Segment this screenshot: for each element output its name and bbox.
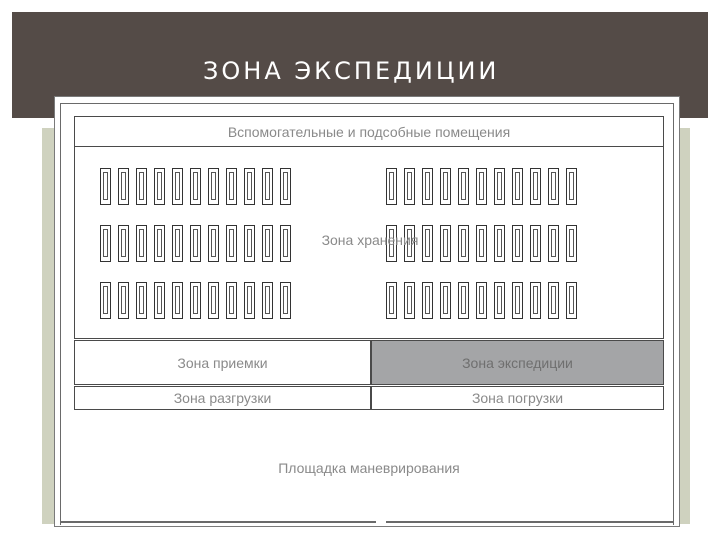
- storage-rack: [118, 225, 129, 262]
- storage-rack: [548, 282, 559, 319]
- storage-rack: [226, 282, 237, 319]
- storage-rack: [440, 225, 451, 262]
- storage-rack: [458, 168, 469, 205]
- storage-rack: [118, 168, 129, 205]
- storage-rack: [566, 225, 577, 262]
- storage-rack: [100, 168, 111, 205]
- loading-zone: Зона погрузки: [371, 386, 664, 410]
- storage-rack: [154, 168, 165, 205]
- rack-block-left: [100, 168, 298, 339]
- storage-zone-label: Зона хранения: [321, 232, 419, 248]
- storage-rack: [262, 225, 273, 262]
- storage-rack: [494, 168, 505, 205]
- storage-rack: [280, 168, 291, 205]
- storage-rack: [118, 282, 129, 319]
- storage-rack: [190, 225, 201, 262]
- storage-rack: [208, 282, 219, 319]
- storage-rack: [494, 282, 505, 319]
- storage-rack: [476, 168, 487, 205]
- storage-rack: [280, 225, 291, 262]
- storage-rack: [172, 225, 183, 262]
- storage-rack: [530, 225, 541, 262]
- storage-rack: [262, 168, 273, 205]
- storage-rack: [548, 225, 559, 262]
- storage-rack: [208, 225, 219, 262]
- storage-rack: [172, 168, 183, 205]
- storage-rack: [422, 168, 433, 205]
- rack-row: [100, 225, 298, 263]
- storage-rack: [530, 168, 541, 205]
- storage-rack: [512, 282, 523, 319]
- maneuvering-area-label: Площадка маневрирования: [278, 460, 460, 476]
- storage-rack: [512, 168, 523, 205]
- shipping-zone: Зона экспедиции: [371, 340, 664, 385]
- storage-rack: [136, 282, 147, 319]
- storage-rack: [548, 168, 559, 205]
- storage-rack: [262, 282, 273, 319]
- storage-rack: [172, 282, 183, 319]
- dock-edge-right: [386, 521, 674, 523]
- storage-rack: [100, 225, 111, 262]
- storage-rack: [440, 168, 451, 205]
- storage-rack: [190, 168, 201, 205]
- storage-rack: [512, 225, 523, 262]
- storage-rack: [154, 225, 165, 262]
- unloading-zone: Зона разгрузки: [74, 386, 371, 410]
- storage-rack: [458, 225, 469, 262]
- storage-rack: [566, 168, 577, 205]
- storage-rack: [226, 168, 237, 205]
- storage-rack: [136, 168, 147, 205]
- storage-rack: [386, 168, 397, 205]
- storage-rack: [208, 168, 219, 205]
- storage-rack: [280, 282, 291, 319]
- storage-rack: [154, 282, 165, 319]
- storage-rack: [440, 282, 451, 319]
- side-band-left: [42, 128, 54, 524]
- storage-rack: [530, 282, 541, 319]
- storage-rack: [100, 282, 111, 319]
- rack-row: [386, 168, 584, 206]
- storage-rack: [386, 282, 397, 319]
- storage-rack: [244, 168, 255, 205]
- storage-rack: [244, 282, 255, 319]
- storage-rack: [404, 282, 415, 319]
- storage-rack: [136, 225, 147, 262]
- dock-edge-left: [60, 521, 376, 523]
- storage-rack: [458, 282, 469, 319]
- slide-title: ЗОНА ЭКСПЕДИЦИИ: [203, 57, 500, 85]
- storage-rack: [244, 225, 255, 262]
- storage-rack: [226, 225, 237, 262]
- rack-row: [100, 282, 298, 320]
- storage-rack: [476, 225, 487, 262]
- rack-row: [386, 282, 584, 320]
- storage-rack: [566, 282, 577, 319]
- storage-rack: [422, 282, 433, 319]
- storage-rack: [476, 282, 487, 319]
- storage-rack: [190, 282, 201, 319]
- rack-row: [100, 168, 298, 206]
- auxiliary-rooms-zone: Вспомогательные и подсобные помещения: [74, 116, 664, 147]
- rack-block-right: [386, 168, 584, 339]
- receiving-zone: Зона приемки: [74, 340, 371, 385]
- storage-rack: [404, 168, 415, 205]
- storage-rack: [494, 225, 505, 262]
